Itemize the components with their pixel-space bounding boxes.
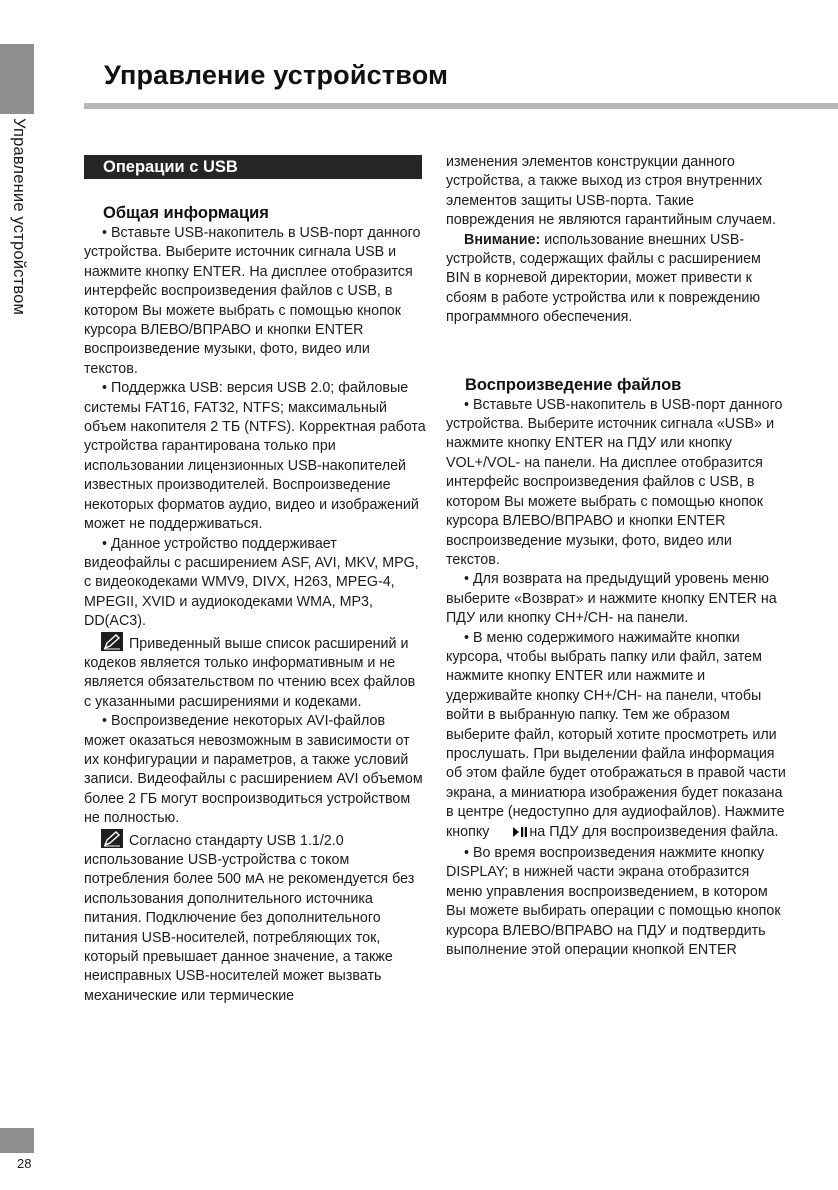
note-codecs	[84, 632, 426, 713]
paragraph-return: • Для возврата на предыдущий уровень меню выберите «Возврат» и нажмите кнопку ENTER на ПДУ или кнопку CH+/CH- на панели.	[446, 571, 777, 627]
paragraph-avi: • Воспроизведение некоторых AVI-файлов может оказаться невозможным в зависимости от их конфигурации и параметров, а также условий записи. Видеофайлы с расширением AVI объемом более 2 ГБ могут воспроизводиться устройством не полностью.	[84, 713, 423, 827]
note-usb-power	[84, 829, 426, 1007]
warning-paragraph	[446, 231, 786, 328]
bottom-tab-marker	[0, 1128, 34, 1153]
navigation-text: • В меню содержимого нажимайте кнопки курсора, чтобы выбрать папку или файл, затем нажмите кнопку ENTER или нажмите и удерживайте кнопку CH+/CH- на панели, чтобы войти в выбранную папку. Тем же образом выберите файл, который хотите просмотреть или прослушать. При выделении файла информация об этом файле будет отображаться в правой части экрана, а миниатюра изображения будет показана в центре (недоступно для аудиофайлов). Нажмите кнопку	[446, 629, 786, 840]
page-title: Управление устройством	[104, 60, 449, 90]
side-tab-marker	[0, 44, 34, 114]
side-section-label: Управление устройством	[10, 118, 28, 316]
left-column	[84, 202, 426, 1006]
paragraph-usb-support: • Поддержка USB: версия USB 2.0; файловые системы FAT16, FAT32, NTFS; максимальный объем накопителя 2 ТБ (NTFS). Корректная работа устройства гарантирована только при использовании лицензионных USB-накопителей известных производителей. Воспроизведение некоторых форматов аудио, видео и изображений может не поддерживаться.	[84, 380, 426, 533]
note-codecs-text: Приведенный выше список расширений и кодеков является только информативным и не является обязательством по чтению всех файлов с указанными расширениями и кодеками.	[84, 635, 416, 710]
general-info-heading: Общая информация	[103, 204, 269, 222]
note-pencil-icon	[101, 632, 123, 651]
navigation-text-end: на ПДУ для воспроизведения файла.	[529, 823, 779, 840]
title-divider	[84, 103, 838, 109]
paragraph-formats: • Данное устройство поддерживает видеофайлы с расширением ASF, AVI, MKV, MPG, с видеокодеками WMV9, DIVX, H263, MPEG-4, MPEGII, XVID и аудиокодеками WMA, MP3, DD(AC3).	[84, 535, 419, 630]
right-column	[446, 153, 786, 960]
section-header: Операции с USB	[84, 155, 422, 179]
playback-heading: Воспроизведение файлов	[465, 375, 682, 394]
paragraph-continuation: изменения элементов конструкции данного устройства, а также выход из строя внутренних элементов защиты USB-порта. Такие повреждения не являются гарантийным случаем.	[446, 154, 776, 229]
paragraph-playback-insert: • Вставьте USB-накопитель в USB-порт данного устройства. Выберите источник сигнала «USB» и нажмите кнопку ENTER на ПДУ или кнопку VOL+/VOL- на панели. На дисплее отобразится интерфейс воспроизведения файлов с USB, в котором Вы можете выбрать с помощью кнопок курсора ВЛЕВО/ВПРАВО и кнопки ENTER воспроизведение музыки, фото, видео или текстов.	[446, 396, 783, 568]
page-number: 28	[17, 1156, 32, 1171]
play-pause-icon	[494, 825, 528, 844]
warning-label: Внимание:	[464, 231, 541, 248]
note-pencil-icon	[101, 829, 123, 848]
warning-text: использование внешних USB-устройств, содержащих файлы с расширением BIN в корневой директории, может привести к сбоям в работе устройства или к повреждению программного обеспечения.	[446, 231, 761, 326]
paragraph-display: • Во время воспроизведения нажмите кнопку DISPLAY; в нижней части экрана отобразится меню управления воспроизведением, в котором Вы можете выбирать операции с помощью кнопок курсора ВЛЕВО/ВПРАВО на ПДУ и подтвердить выполнение этой операции кнопкой ENTER	[446, 845, 781, 959]
paragraph-usb-insert: • Вставьте USB-накопитель в USB-порт данного устройства. Выберите источник сигнала USB и нажмите кнопку ENTER. На дисплее отобразится интерфейс воспроизведения файлов с USB, в котором Вы можете выбрать с помощью кнопок курсора ВЛЕВО/ВПРАВО и кнопки ENTER воспроизведение музыки, фото, видео или текстов.	[84, 225, 421, 377]
note-usb-power-text: Согласно стандарту USB 1.1/2.0 использование USB-устройства с током потребления более 500 мА не рекомендуется без использования дополнительного источника питания. Подключение без дополнительного питания USB-носителей, потребляющих ток, который превышает данное значение, а также неисправных USB-носителей может вызвать механические или термические	[84, 832, 415, 1004]
paragraph-navigation	[446, 629, 786, 844]
